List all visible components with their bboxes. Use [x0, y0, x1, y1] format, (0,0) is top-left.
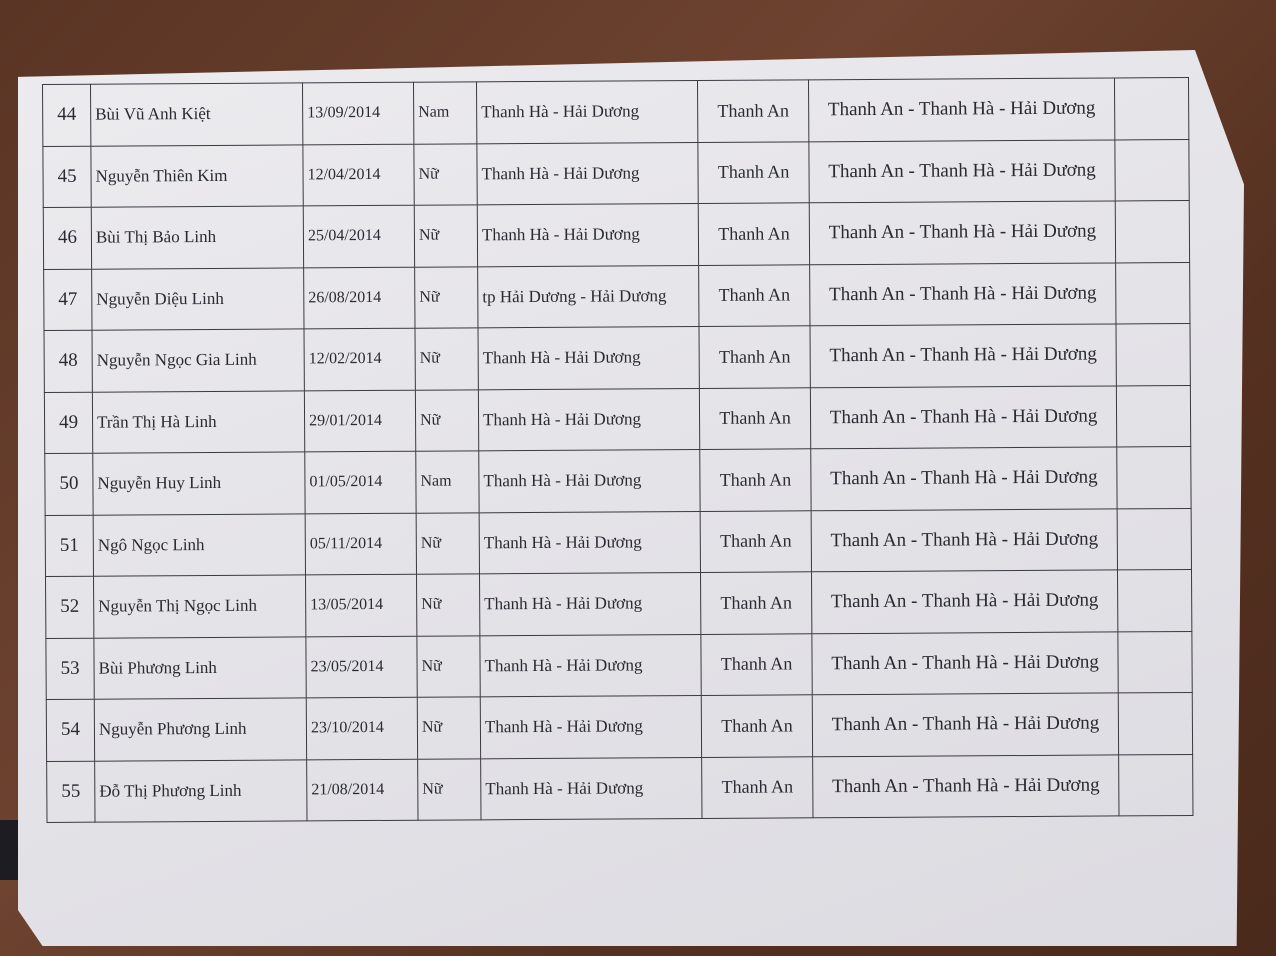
student-name-cell: Nguyễn Thị Ngọc Linh: [94, 575, 306, 638]
date-of-birth-cell: 01/05/2014: [305, 451, 416, 513]
student-name-cell: Bùi Vũ Anh Kiệt: [91, 83, 303, 146]
address-cell: Thanh An - Thanh Hà - Hải Dương: [810, 385, 1116, 448]
place-of-birth-cell: Thanh Hà - Hải Dương: [478, 326, 699, 389]
empty-notes-cell: [1117, 569, 1191, 631]
row-number-cell: 54: [46, 699, 94, 761]
gender-cell: Nam: [416, 451, 479, 513]
row-number-cell: 44: [43, 84, 91, 146]
place-of-birth-cell: tp Hải Dương - Hải Dương: [478, 265, 699, 328]
commune-cell: Thanh An: [698, 141, 809, 203]
address-cell: Thanh An - Thanh Hà - Hải Dương: [809, 201, 1115, 264]
date-of-birth-cell: 13/09/2014: [302, 82, 413, 144]
place-of-birth-cell: Thanh Hà - Hải Dương: [481, 757, 702, 820]
commune-cell: Thanh An: [700, 572, 811, 634]
address-cell: Thanh An - Thanh Hà - Hải Dương: [808, 78, 1114, 141]
place-of-birth-cell: Thanh Hà - Hải Dương: [478, 388, 699, 451]
date-of-birth-cell: 21/08/2014: [307, 759, 418, 821]
address-cell: Thanh An - Thanh Hà - Hải Dương: [812, 631, 1118, 694]
row-number-cell: 47: [44, 269, 92, 331]
row-number-cell: 46: [43, 207, 91, 269]
commune-cell: Thanh An: [698, 203, 809, 265]
table-row: [44, 262, 1190, 330]
commune-cell: Thanh An: [701, 695, 812, 757]
date-of-birth-cell: 25/04/2014: [303, 205, 414, 267]
address-cell: Thanh An - Thanh Hà - Hải Dương: [811, 508, 1117, 571]
student-name-cell: Nguyễn Phương Linh: [94, 698, 306, 761]
gender-cell: Nữ: [417, 635, 480, 697]
commune-cell: Thanh An: [700, 449, 811, 511]
empty-notes-cell: [1116, 323, 1190, 385]
student-list-table-wrapper: [42, 77, 1192, 823]
table-row: [43, 139, 1189, 207]
table-body: [43, 77, 1193, 822]
address-cell: Thanh An - Thanh Hà - Hải Dương: [811, 447, 1117, 510]
commune-cell: Thanh An: [699, 326, 810, 388]
date-of-birth-cell: 26/08/2014: [304, 267, 415, 329]
gender-cell: Nữ: [417, 697, 480, 759]
table-row: [47, 754, 1193, 822]
table-row: [45, 508, 1191, 576]
place-of-birth-cell: Thanh Hà - Hải Dương: [480, 634, 701, 697]
student-name-cell: Nguyễn Ngọc Gia Linh: [92, 329, 304, 392]
student-name-cell: Ngô Ngọc Linh: [93, 513, 305, 576]
empty-notes-cell: [1114, 77, 1188, 139]
empty-notes-cell: [1115, 200, 1189, 262]
gender-cell: Nữ: [415, 266, 478, 328]
date-of-birth-cell: 12/04/2014: [303, 144, 414, 206]
student-name-cell: Nguyễn Thiên Kim: [91, 144, 303, 207]
row-number-cell: 50: [45, 453, 93, 515]
address-cell: Thanh An - Thanh Hà - Hải Dương: [811, 570, 1117, 633]
commune-cell: Thanh An: [699, 264, 810, 326]
table-row: [46, 631, 1192, 699]
empty-notes-cell: [1116, 262, 1190, 324]
student-name-cell: Bùi Phương Linh: [94, 636, 306, 699]
table-row: [46, 692, 1192, 760]
address-cell: Thanh An - Thanh Hà - Hải Dương: [810, 324, 1116, 387]
empty-notes-cell: [1115, 139, 1189, 201]
row-number-cell: 55: [47, 761, 95, 823]
place-of-birth-cell: Thanh Hà - Hải Dương: [477, 203, 698, 266]
table-row: [44, 323, 1190, 391]
row-number-cell: 49: [44, 392, 92, 454]
date-of-birth-cell: 23/10/2014: [306, 697, 417, 759]
row-number-cell: 53: [46, 638, 94, 700]
place-of-birth-cell: Thanh Hà - Hải Dương: [476, 80, 697, 143]
date-of-birth-cell: 13/05/2014: [306, 574, 417, 636]
date-of-birth-cell: 29/01/2014: [304, 390, 415, 452]
table-row: [43, 77, 1189, 145]
date-of-birth-cell: 05/11/2014: [305, 513, 416, 575]
empty-notes-cell: [1119, 754, 1193, 816]
row-number-cell: 52: [46, 576, 94, 638]
row-number-cell: 51: [45, 515, 93, 577]
student-name-cell: Nguyễn Diệu Linh: [92, 267, 304, 330]
place-of-birth-cell: Thanh Hà - Hải Dương: [480, 695, 701, 758]
place-of-birth-cell: Thanh Hà - Hải Dương: [479, 449, 700, 512]
student-name-cell: Trần Thị Hà Linh: [92, 390, 304, 453]
place-of-birth-cell: Thanh Hà - Hải Dương: [477, 142, 698, 205]
student-name-cell: Nguyễn Huy Linh: [93, 452, 305, 515]
address-cell: Thanh An - Thanh Hà - Hải Dương: [813, 754, 1119, 817]
row-number-cell: 48: [44, 330, 92, 392]
student-name-cell: Bùi Thị Bảo Linh: [91, 206, 303, 269]
table-row: [45, 446, 1191, 514]
gender-cell: Nữ: [415, 389, 478, 451]
empty-notes-cell: [1117, 508, 1191, 570]
student-list-table: [42, 77, 1193, 823]
gender-cell: Nữ: [414, 205, 477, 267]
empty-notes-cell: [1117, 446, 1191, 508]
gender-cell: Nữ: [416, 512, 479, 574]
background-object: [0, 820, 18, 880]
gender-cell: Nữ: [417, 574, 480, 636]
place-of-birth-cell: Thanh Hà - Hải Dương: [479, 511, 700, 574]
table-row: [46, 569, 1192, 637]
table-row: [43, 200, 1189, 268]
date-of-birth-cell: 23/05/2014: [306, 636, 417, 698]
address-cell: Thanh An - Thanh Hà - Hải Dương: [810, 262, 1116, 325]
place-of-birth-cell: Thanh Hà - Hải Dương: [480, 572, 701, 635]
address-cell: Thanh An - Thanh Hà - Hải Dương: [809, 139, 1115, 202]
gender-cell: Nam: [413, 82, 476, 144]
commune-cell: Thanh An: [702, 756, 813, 818]
table-row: [44, 385, 1190, 453]
empty-notes-cell: [1116, 385, 1190, 447]
gender-cell: Nữ: [418, 758, 481, 820]
commune-cell: Thanh An: [699, 387, 810, 449]
commune-cell: Thanh An: [700, 510, 811, 572]
student-name-cell: Đỗ Thị Phương Linh: [95, 759, 307, 822]
commune-cell: Thanh An: [697, 80, 808, 142]
address-cell: Thanh An - Thanh Hà - Hải Dương: [812, 693, 1118, 756]
empty-notes-cell: [1118, 692, 1192, 754]
gender-cell: Nữ: [414, 143, 477, 205]
row-number-cell: 45: [43, 146, 91, 208]
gender-cell: Nữ: [415, 328, 478, 390]
empty-notes-cell: [1118, 631, 1192, 693]
commune-cell: Thanh An: [701, 633, 812, 695]
date-of-birth-cell: 12/02/2014: [304, 328, 415, 390]
